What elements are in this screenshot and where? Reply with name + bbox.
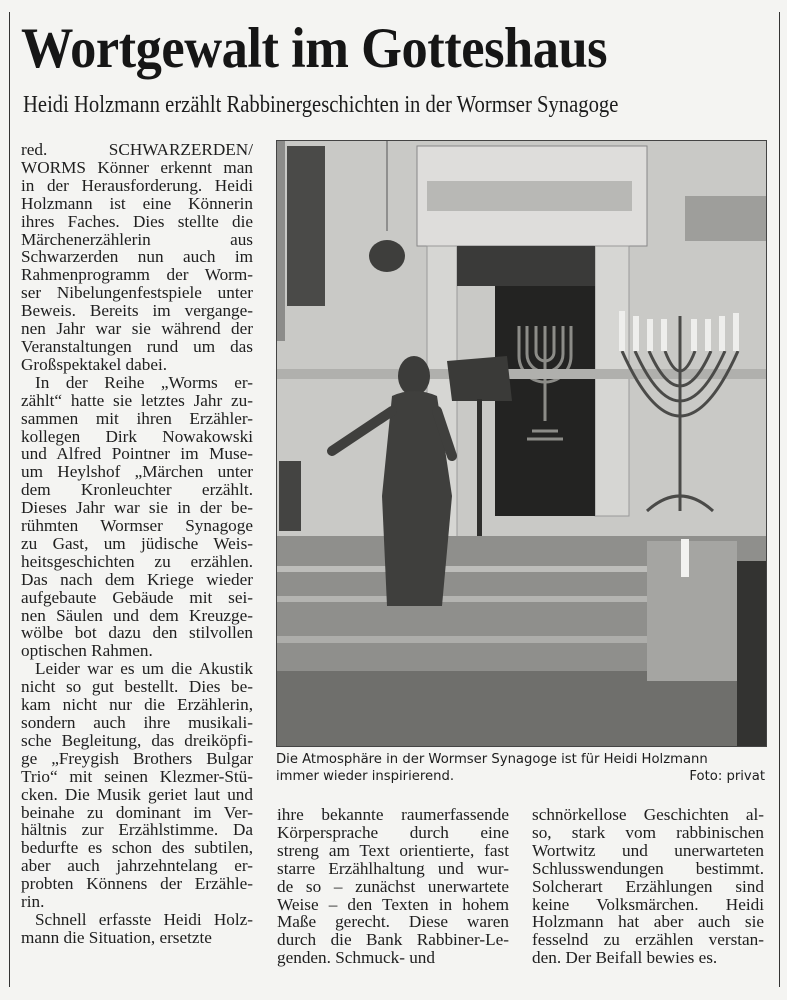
text-line: Körpersprache durch eine <box>277 822 509 842</box>
photo-single-candle <box>681 539 689 577</box>
text-line: kam nicht nur die Erzählerin, <box>21 695 253 715</box>
text-line: Schnell erfasste Heidi Holz- <box>35 909 253 929</box>
text-line: Rahmenprogramm der Worm- <box>21 265 253 285</box>
text-line: sondern auch ihre musikali- <box>21 713 253 732</box>
text-line: nicht so gut bestellt. Dies be- <box>21 677 253 697</box>
text-line: Dieses Jahr war sie in der be- <box>21 498 253 518</box>
text-line: Märchenerzählerin aus <box>21 229 253 249</box>
text-line: aufgebaute Gebäude mit sei- <box>21 587 253 607</box>
text-line: so, stark vom rabbinischen <box>532 822 764 842</box>
photo-column-right <box>595 246 629 516</box>
text-line: durch die Bank Rabbiner-Le- <box>277 930 509 950</box>
text-line: um Heylshof „Märchen unter <box>21 462 253 482</box>
caption-line-2: immer wieder inspirierend. <box>276 769 455 784</box>
text-line: ihres Faches. Dies stellte die <box>21 211 253 231</box>
text-line: de so – zunächst unerwartete <box>277 876 509 896</box>
text-line: beinahe zu dominant im Ver- <box>21 802 253 822</box>
photo-lectern <box>447 356 512 401</box>
subheadline: Heidi Holzmann erzählt Rabbinergeschichten in der Wormser Synagoge <box>23 92 619 118</box>
text-line: WORMS Könner erkennt man <box>21 157 253 177</box>
text-line: mann die Situation, ersetzte <box>21 927 212 947</box>
text-line: ser Nibelungenfestspiele unter <box>21 283 253 303</box>
article-column-3 <box>532 806 764 967</box>
text-line: dem Kronleuchter erzählt. <box>21 480 253 500</box>
text-line: Solcherart Erzählungen sind <box>532 876 764 896</box>
text-line: sche Begleitung, das dreiköpfi- <box>21 730 253 750</box>
synagogue-photo-illustration <box>277 141 766 746</box>
text-line: rühmten Wormser Synagoge <box>21 516 253 536</box>
text-line: red. SCHWARZERDEN/ <box>21 140 253 159</box>
text-line: nen Säulen und dem Kreuzge- <box>21 605 253 625</box>
text-line: fesselnd zu erzählen verstan- <box>532 930 764 950</box>
text-line: und Alfred Pointner im Muse- <box>21 444 253 464</box>
text-line: nen Jahr war sie während der <box>21 319 253 339</box>
text-line: hältnis zur Erzählstimme. Da <box>21 820 253 840</box>
text-line: rin. <box>21 892 45 912</box>
text-line: cken. Die Musik geriet laut und <box>21 784 253 804</box>
article-column-1 <box>21 141 253 947</box>
text-line: keine Volksmärchen. Heidi <box>532 894 764 914</box>
text-line: optischen Rahmen. <box>21 641 153 661</box>
text-line: wölbe bot dazu den stilvollen <box>21 623 253 643</box>
photo-hanging-lamp <box>369 240 405 272</box>
text-line: zählt“ hatte sie letztes Jahr zu- <box>21 390 253 410</box>
text-line: Beweis. Bereits im vergange- <box>21 301 253 321</box>
text-line: bedurfte es schon des subtilen, <box>21 838 253 858</box>
text-line: ihre bekannte raumerfassende <box>277 805 509 824</box>
text-line: Maße gerecht. Diese waren <box>277 912 509 932</box>
text-line: aber auch jahrzehntelang er- <box>21 856 253 876</box>
article-column-2 <box>277 806 509 967</box>
caption-line-1: Die Atmosphäre in der Wormser Synagoge ist für Heidi Holzmann <box>276 752 708 767</box>
text-line: Schwarzerden nun auch im <box>21 247 253 267</box>
text-line: zu Gast, um jüdische Weis- <box>21 533 253 553</box>
text-line: Großspektakel dabei. <box>21 354 168 374</box>
photo-plaque <box>685 196 766 241</box>
text-line: starre Erzählhaltung und wur- <box>277 858 509 878</box>
text-line: in der Herausforderung. Heidi <box>21 175 253 195</box>
text-line: ge „Freygish Brothers Bulgar <box>21 748 253 768</box>
text-line: Holzmann ist eine Könnerin <box>21 193 253 213</box>
photo-window <box>287 146 325 306</box>
text-line: genden. Schmuck- und <box>277 948 435 968</box>
text-line: Wortwitz und unerwarteten <box>532 840 764 860</box>
photo-person-head <box>398 356 430 396</box>
photo-pedestal <box>647 541 737 681</box>
text-line: streng am Text orientierte, fast <box>277 840 509 860</box>
text-line: Trio“ mit seinen Klezmer-Stü- <box>21 766 253 786</box>
text-line: Holzmann hat aber auch sie <box>532 912 764 932</box>
photo-credit: Foto: privat <box>689 769 765 784</box>
text-line: Schlusswendungen bestimmt. <box>532 858 764 878</box>
text-line: schnörkellose Geschichten al- <box>532 805 764 824</box>
text-line: probten Könnens der Erzähle- <box>21 874 253 894</box>
text-line: kollegen Dirk Nowakowski <box>21 426 253 446</box>
text-line: Veranstaltungen rund um das <box>21 336 253 356</box>
text-line: In der Reihe „Worms er- <box>35 372 253 392</box>
text-line: Leider war es um die Akustik <box>35 659 253 679</box>
photo-seated-figure <box>279 461 301 531</box>
photo-caption <box>276 751 765 785</box>
text-line: Weise – den Texten in hohem <box>277 894 509 914</box>
text-line: Das nach dem Kriege wieder <box>21 569 253 589</box>
text-line: den. Der Beifall bewies es. <box>532 948 718 968</box>
text-line: heitsgeschichten zu erzählen. <box>21 551 253 571</box>
article-photo <box>276 140 767 747</box>
text-line: sammen mit ihren Erzähler- <box>21 408 253 428</box>
headline: Wortgewalt im Gotteshaus <box>21 17 608 80</box>
